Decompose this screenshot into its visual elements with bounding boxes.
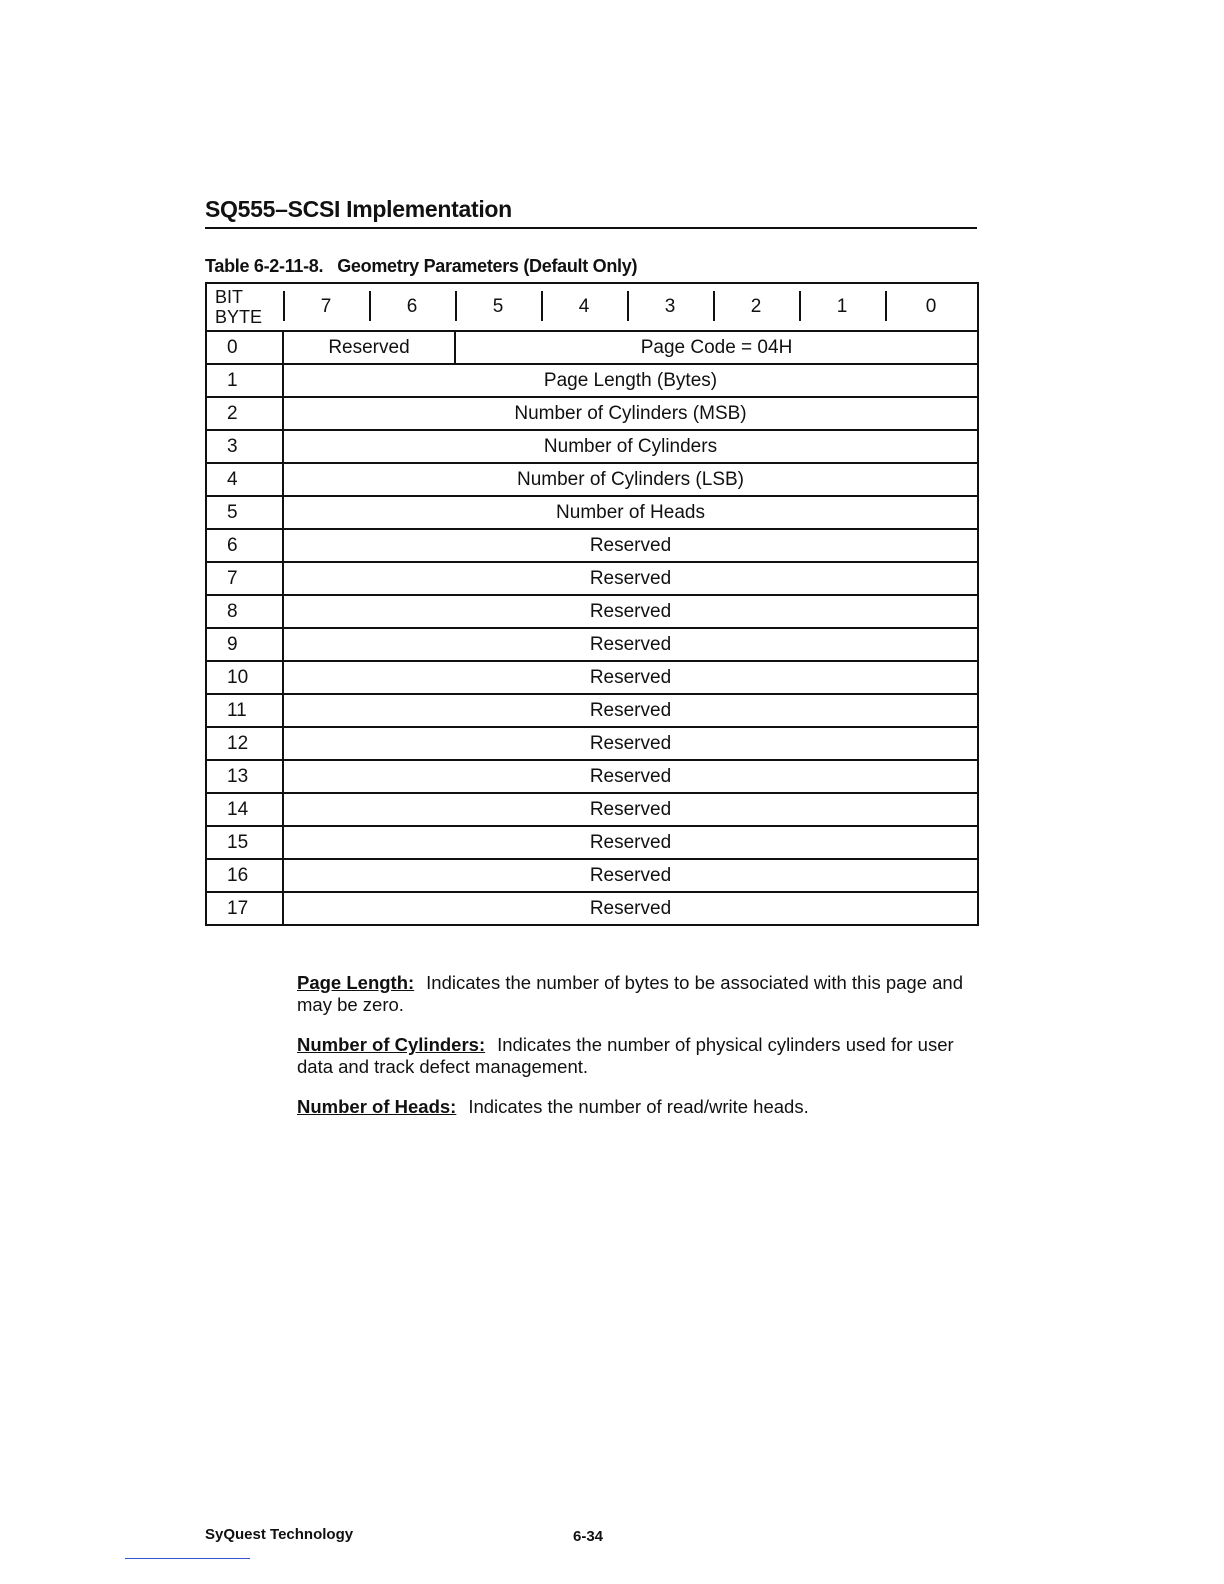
table-row xyxy=(206,628,978,661)
table-row xyxy=(206,661,978,694)
bit-header-7: 7 xyxy=(283,283,369,331)
field-label: Reserved xyxy=(283,694,978,727)
table-row xyxy=(206,463,978,496)
table-row xyxy=(206,595,978,628)
page-header-title: SQ555–SCSI Implementation xyxy=(205,196,512,222)
bit-header-0: 0 xyxy=(885,283,978,331)
field-label: Number of Cylinders (LSB) xyxy=(283,463,978,496)
bit-header-6: 6 xyxy=(369,283,455,331)
field-label: Number of Cylinders xyxy=(283,430,978,463)
field-label: Reserved xyxy=(283,661,978,694)
field-label: Page Length (Bytes) xyxy=(283,364,978,397)
table-row xyxy=(206,331,978,364)
table-row xyxy=(206,430,978,463)
table-row xyxy=(206,727,978,760)
bit-header-row xyxy=(206,283,978,331)
byte-number: 3 xyxy=(206,430,283,463)
bit-header-3: 3 xyxy=(627,283,713,331)
byte-number: 12 xyxy=(206,727,283,760)
field-label: Reserved xyxy=(283,793,978,826)
table-row xyxy=(206,694,978,727)
field-label: Reserved xyxy=(283,727,978,760)
byte-number: 10 xyxy=(206,661,283,694)
header-divider xyxy=(205,227,977,229)
table-row xyxy=(206,859,978,892)
bit-header-2: 2 xyxy=(713,283,799,331)
page-length-description xyxy=(297,972,982,1016)
field-label: Reserved xyxy=(283,760,978,793)
byte-number: 11 xyxy=(206,694,283,727)
table-caption xyxy=(205,256,637,277)
byte-number: 6 xyxy=(206,529,283,562)
number-of-heads-term: Number of Heads: xyxy=(297,1096,457,1117)
page-length-text: Indicates the number of bytes to be associated with this page and may be zero. xyxy=(297,972,964,1015)
bit-header-5: 5 xyxy=(455,283,541,331)
footer-link-underline xyxy=(125,1558,250,1559)
table-row xyxy=(206,793,978,826)
number-of-cylinders-text: Indicates the number of physical cylinders used for user data and track defect management. xyxy=(297,1034,954,1077)
byte-number: 5 xyxy=(206,496,283,529)
number-of-cylinders-description xyxy=(297,1034,982,1078)
number-of-cylinders-term: Number of Cylinders: xyxy=(297,1034,486,1055)
byte-number: 8 xyxy=(206,595,283,628)
bit-header-4: 4 xyxy=(541,283,627,331)
number-of-heads-description xyxy=(297,1096,982,1118)
byte-number: 15 xyxy=(206,826,283,859)
field-label: Reserved xyxy=(283,595,978,628)
page-code-field: Page Code = 04H xyxy=(455,331,978,364)
byte-label: BYTE xyxy=(215,307,263,327)
field-label: Reserved xyxy=(283,628,978,661)
bit-byte-header-cell xyxy=(206,283,283,331)
byte-number: 0 xyxy=(206,331,283,364)
field-label: Reserved xyxy=(283,859,978,892)
footer-company: SyQuest Technology xyxy=(205,1526,354,1543)
field-label: Reserved xyxy=(283,562,978,595)
field-label: Reserved xyxy=(283,529,978,562)
reserved-field: Reserved xyxy=(283,331,455,364)
table-row xyxy=(206,397,978,430)
table-row xyxy=(206,760,978,793)
byte-number: 1 xyxy=(206,364,283,397)
byte-number: 16 xyxy=(206,859,283,892)
table-row xyxy=(206,529,978,562)
byte-number: 13 xyxy=(206,760,283,793)
table-row xyxy=(206,364,978,397)
table-row xyxy=(206,562,978,595)
table-caption-number: Table 6-2-11-8. xyxy=(205,256,324,276)
footer-page-number: 6-34 xyxy=(573,1528,604,1545)
number-of-heads-text: Indicates the number of read/write heads. xyxy=(468,1096,809,1117)
byte-number: 14 xyxy=(206,793,283,826)
bit-label: BIT xyxy=(215,287,244,307)
field-label: Number of Cylinders (MSB) xyxy=(283,397,978,430)
field-label: Number of Heads xyxy=(283,496,978,529)
byte-number: 9 xyxy=(206,628,283,661)
byte-number: 4 xyxy=(206,463,283,496)
table-caption-title: Geometry Parameters (Default Only) xyxy=(337,256,638,276)
table-row xyxy=(206,892,978,925)
geometry-parameters-table xyxy=(205,282,979,926)
bit-header-1: 1 xyxy=(799,283,885,331)
field-label: Reserved xyxy=(283,826,978,859)
byte-number: 2 xyxy=(206,397,283,430)
table-row xyxy=(206,496,978,529)
byte-number: 7 xyxy=(206,562,283,595)
field-label: Reserved xyxy=(283,892,978,925)
page-length-term: Page Length: xyxy=(297,972,415,993)
table-row xyxy=(206,826,978,859)
byte-number: 17 xyxy=(206,892,283,925)
